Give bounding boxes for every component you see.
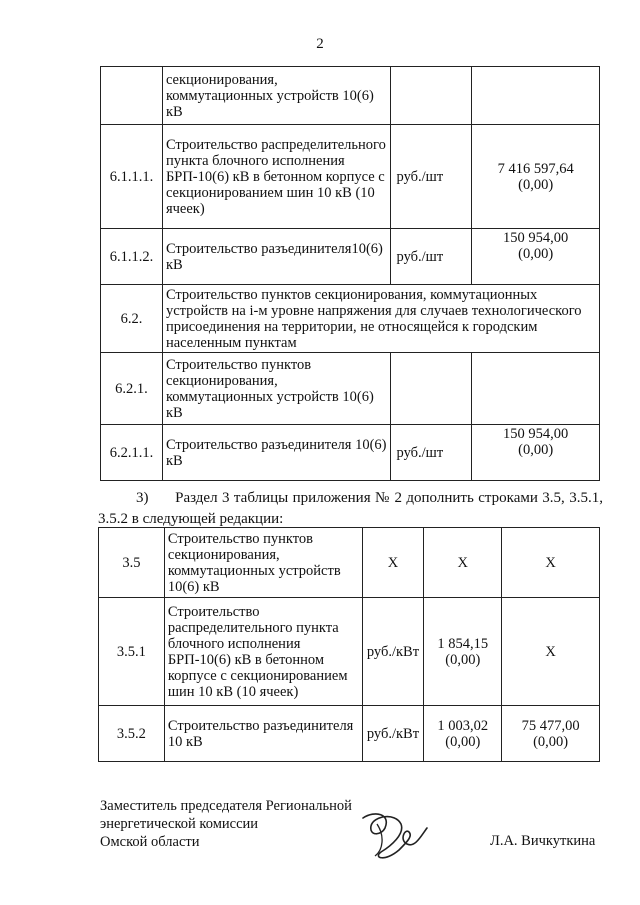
row-number: 6.2.1. (101, 353, 163, 425)
table-row (99, 598, 600, 706)
table-row (101, 125, 600, 229)
row-unit (390, 353, 472, 425)
row-number (101, 67, 163, 125)
row-number: 3.5 (99, 528, 165, 598)
page-number: 2 (316, 36, 324, 52)
amendment-paragraph: 3) Раздел 3 таблицы приложения № 2 дополнить строками 3.5, 3.5.1, 3.5.2 в следующей редакции: (98, 490, 603, 527)
signatory-title (100, 797, 352, 851)
tariff-table-section-6 (100, 66, 600, 481)
row-name: Строительство разъединителя 10 кВ (164, 706, 362, 762)
handwritten-signature (355, 806, 435, 866)
table-row (101, 425, 600, 481)
row-name: Строительство распределительного пункта блочного исполнения БРП-10(6) кВ в бетонном корпусе с секционированием шин 10 кВ (10 ячеек) (162, 125, 390, 229)
row-value-1: 1 854,15 (0,00) (424, 598, 502, 706)
table-row (101, 285, 600, 353)
signatory-line-2: энергетической комиссии (100, 816, 259, 832)
row-unit: руб./шт (390, 125, 472, 229)
row-name: Строительство пунктов секционирования, коммутационных устройств 10(6) кВ (164, 528, 362, 598)
table-row (101, 67, 600, 125)
row-value-2: 75 477,00 (0,00) (502, 706, 600, 762)
row-unit: руб./кВт (362, 598, 424, 706)
table-row (101, 353, 600, 425)
tariff-table-section-3 (98, 527, 600, 762)
table-row (99, 528, 600, 598)
row-unit: X (362, 528, 424, 598)
row-value-2: X (502, 598, 600, 706)
signatory-name: Л.А. Вичкуткина (490, 833, 596, 849)
row-name: Строительство пунктов секционирования, коммутационных устройств на i-м уровне напряжения для случаев технологического присоединения на территории, не относящейся к городским населенным пунктам (162, 285, 599, 353)
row-value-2: X (502, 528, 600, 598)
row-number: 6.1.1.2. (101, 229, 163, 285)
row-name: Строительство разъединителя 10(6) кВ (162, 425, 390, 481)
signatory-line-3: Омской области (100, 834, 200, 850)
row-value (472, 353, 600, 425)
row-name: Строительство распределительного пункта блочного исполнения БРП-10(6) кВ в бетонном корпусе с секционированием шин 10 кВ (10 ячеек) (164, 598, 362, 706)
row-value (472, 67, 600, 125)
row-number: 3.5.2 (99, 706, 165, 762)
row-value-1: X (424, 528, 502, 598)
row-unit: руб./кВт (362, 706, 424, 762)
row-unit (390, 67, 472, 125)
table-row (101, 229, 600, 285)
row-name: Строительство пунктов секционирования, коммутационных устройств 10(6) кВ (162, 353, 390, 425)
signatory-line-1: Заместитель председателя Региональной (100, 798, 352, 814)
row-value: 150 954,00 (0,00) (472, 425, 600, 481)
row-number: 6.1.1.1. (101, 125, 163, 229)
row-name: Строительство разъединителя10(6) кВ (162, 229, 390, 285)
row-value-1: 1 003,02 (0,00) (424, 706, 502, 762)
row-name: секционирования, коммутационных устройств 10(6) кВ (162, 67, 390, 125)
row-value: 150 954,00 (0,00) (472, 229, 600, 285)
row-number: 6.2. (101, 285, 163, 353)
row-number: 3.5.1 (99, 598, 165, 706)
row-number: 6.2.1.1. (101, 425, 163, 481)
row-value: 7 416 597,64 (0,00) (472, 125, 600, 229)
row-unit: руб./шт (390, 229, 472, 285)
table-row (99, 706, 600, 762)
row-unit: руб./шт (390, 425, 472, 481)
